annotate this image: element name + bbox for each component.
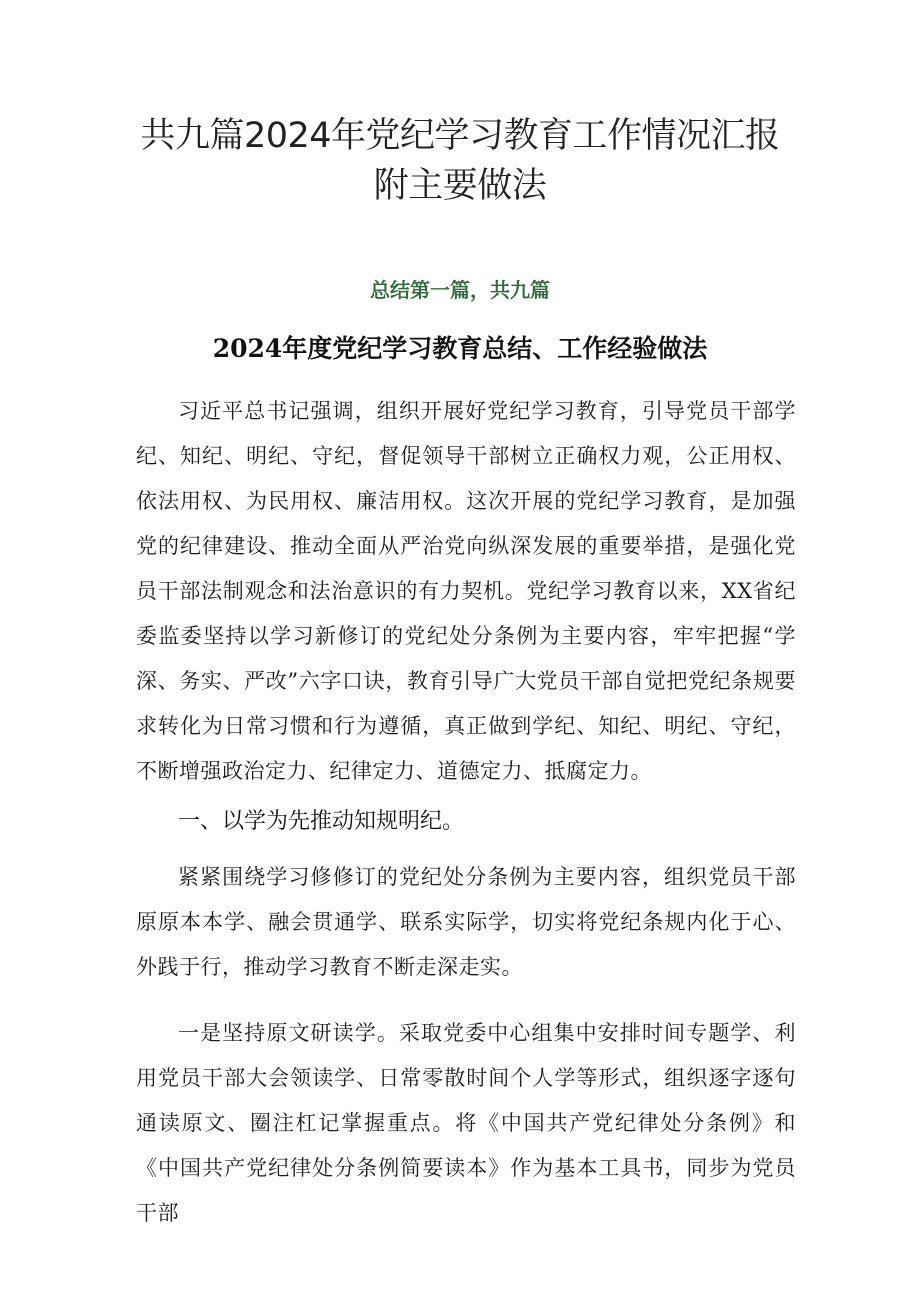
section-heading: 一、以学为先推动知规明纪。 <box>178 809 465 834</box>
intro-paragraph: 习近平总书记强调，组织开展好党纪学习教育，引导党员干部学纪、知纪、明纪、守纪，督促领导干部树立正确权力观，公正用权、依法用权、为民用权、廉洁用权。这次开展的党纪学习教育，是加强党的纪律建设、推动全面从严治党向纵深发展的重要举措，是强化党员干部法制观念和法治意识的有力契机。党纪学习教育以来，XX省纪委监委坚持以学习新修订的党纪处分条例为主要内容，牢牢把握“学深、务实、严改”六字口诀，教育引导广大党员干部自觉把党纪条规要求转化为日常习惯和行为遵循，真正做到学纪、知纪、明纪、守纪，不断增强政治定力、纪律定力、道德定力、抵腐定力。 <box>136 399 796 783</box>
body-paragraph: 紧紧围绕学习修修订的党纪处分条例为主要内容，组织党员干部原原本本学、融会贯通学、联系实际学，切实将党纪条规内化于心、外践于行，推动学习教育不断走深走实。 <box>136 865 796 979</box>
document-title-line2: 附主要做法 <box>373 166 547 206</box>
article-title: 2024年度党纪学习教育总结、工作经验做法 <box>212 334 708 363</box>
body-paragraph: 一是坚持原文研读学。采取党委中心组集中安排时间专题学、利用党员干部大会领读学、日常零散时间个人学等形式，组织逐字逐句通读原文、圈注杠记掌握重点。将《中国共产党纪律处分条例》和《中国共产党纪律处分条例简要读本》作为基本工具书，同步为党员干部 <box>136 1021 796 1225</box>
document-title-line1: 共九篇2024年党纪学习教育工作情况汇报 <box>140 116 780 156</box>
section-label: 总结第一篇，共九篇 <box>370 278 550 302</box>
